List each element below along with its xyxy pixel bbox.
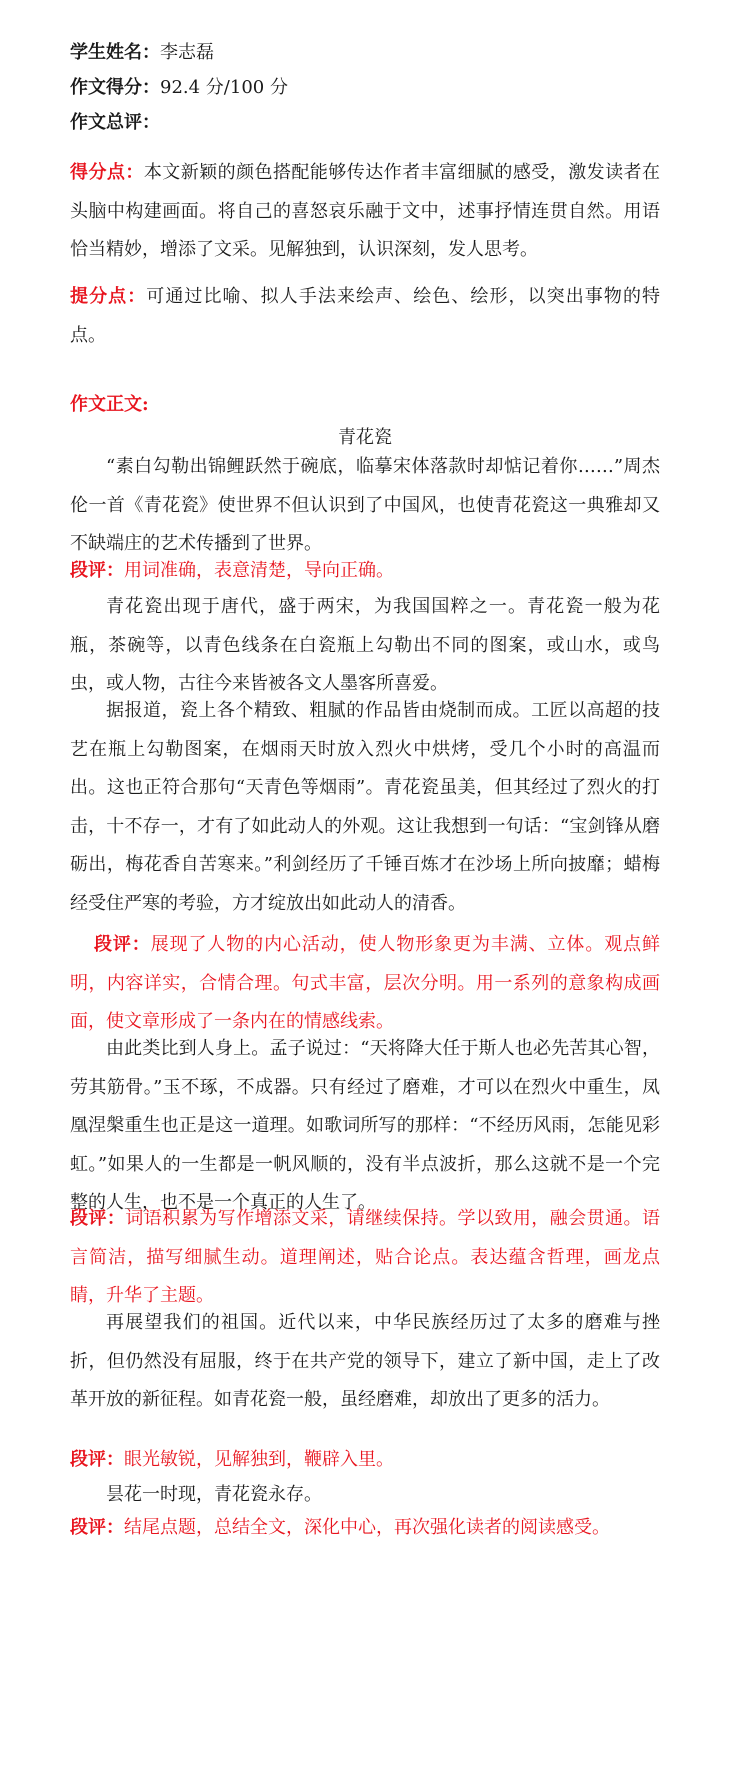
essay-paragraph-3: 据报道，瓷上各个精致、粗腻的作品皆由烧制而成。工匠以高超的技艺在瓶上勾勒图案，在烟雨天时放入烈火中烘烤，受几个小时的高温而出。这也正符合那句“天青色等烟雨”。青花瓷虽美，但其经过了烈火的打击，十不存一，才有了如此动人的外观。这让我想到一句话：“宝剑锋从磨砺出，梅花香自苦寒来。”利剑经历了千锤百炼才在沙场上所向披靡；蜡梅经受住严寒的考验，方才绽放出如此动人的清香。 xyxy=(70,700,660,914)
paragraph-comment-3 xyxy=(70,1200,660,1316)
paragraph-comment-4 xyxy=(70,1441,660,1480)
strengths-label: 得分点： xyxy=(70,162,144,183)
comment-text-2: 展现了人物的内心活动，使人物形象更为丰满、立体。观点鲜明，内容详实，合情合理。句式丰富，层次分明。用一系列的意象构成画面，使文章形成了一条内在的情感线索。 xyxy=(70,934,661,1032)
paragraph-comment-1 xyxy=(70,552,660,591)
essay-paragraph-1: “素白勾勒出锦鲤跃然于碗底，临摹宋体落款时却惦记着你……”周杰伦一首《青花瓷》使世界不但认识到了中国风，也使青花瓷这一典雅却又不缺端庄的艺术传播到了世界。 xyxy=(70,456,660,554)
comment-label-2: 段评： xyxy=(94,934,151,955)
strengths-paragraph xyxy=(70,154,660,270)
student-name-label: 学生姓名： xyxy=(70,42,160,63)
comment-text-1: 用词准确，表意清楚，导向正确。 xyxy=(124,560,394,581)
student-name-value: 李志磊 xyxy=(160,42,214,63)
summary-label: 作文总评： xyxy=(70,112,160,133)
essay-paragraph-4: 由此类比到人身上。孟子说过：“天将降大任于斯人也必先苦其心智，劳其筋骨。”玉不琢，不成器。只有经过了磨难，才可以在烈火中重生，凤凰涅槃重生也正是这一道理。如歌词所写的那样：“不经历风雨，怎能见彩虹。”如果人的一生都是一帆风顺的，没有半点波折，那么这就不是一个完整的人生，也不是一个真正的人生了。 xyxy=(70,1038,660,1213)
essay-paragraph-2: 青花瓷出现于唐代，盛于两宋，为我国国粹之一。青花瓷一般为花瓶，茶碗等，以青色线条在白瓷瓶上勾勒出不同的图案，或山水，或鸟虫，或人物，古往今来皆被各文人墨客所喜爱。 xyxy=(70,596,660,694)
comment-text-4: 眼光敏锐，见解独到，鞭辟入里。 xyxy=(124,1449,394,1470)
score-row xyxy=(70,77,288,99)
paragraph-comment-2 xyxy=(70,926,660,1042)
essay-section-label: 作文正文: xyxy=(70,394,149,415)
score-value: 92.4 分/100 分 xyxy=(160,77,288,98)
comment-label-1: 段评： xyxy=(70,560,124,581)
student-name-row xyxy=(70,42,214,64)
essay-title: 青花瓷 xyxy=(338,427,392,448)
comment-label-5: 段评： xyxy=(70,1517,124,1538)
strengths-text: 本文新颖的颜色搭配能够传达作者丰富细腻的感受，激发读者在头脑中构建画面。将自己的喜怒哀乐融于文中，述事抒情连贯自然。用语恰当精妙，增添了文采。见解独到，认识深刻，发人思考。 xyxy=(70,162,661,260)
improve-paragraph xyxy=(70,278,660,355)
improve-text: 可通过比喻、拟人手法来绘声、绘色、绘形，以突出事物的特点。 xyxy=(70,286,661,346)
essay-paragraph-5: 再展望我们的祖国。近代以来，中华民族经历过了太多的磨难与挫折，但仍然没有屈服，终于在共产党的领导下，建立了新中国，走上了改革开放的新征程。如青花瓷一般，虽经磨难，却放出了更多的活力。 xyxy=(70,1312,660,1410)
essay-paragraph-6: 昙花一时现，青花瓷永存。 xyxy=(106,1484,322,1505)
improve-label: 提分点： xyxy=(70,286,147,307)
comment-text-5: 结尾点题，总结全文，深化中心，再次强化读者的阅读感受。 xyxy=(124,1517,610,1538)
score-label: 作文得分： xyxy=(70,77,160,98)
paragraph-comment-5 xyxy=(70,1509,660,1548)
comment-label-3: 段评： xyxy=(70,1208,126,1229)
comment-label-4: 段评： xyxy=(70,1449,124,1470)
comment-text-3: 词语积累为写作增添文采，请继续保持。学以致用，融会贯通。语言简洁，描写细腻生动。道理阐述，贴合论点。表达蕴含哲理，画龙点睛，升华了主题。 xyxy=(70,1208,661,1306)
